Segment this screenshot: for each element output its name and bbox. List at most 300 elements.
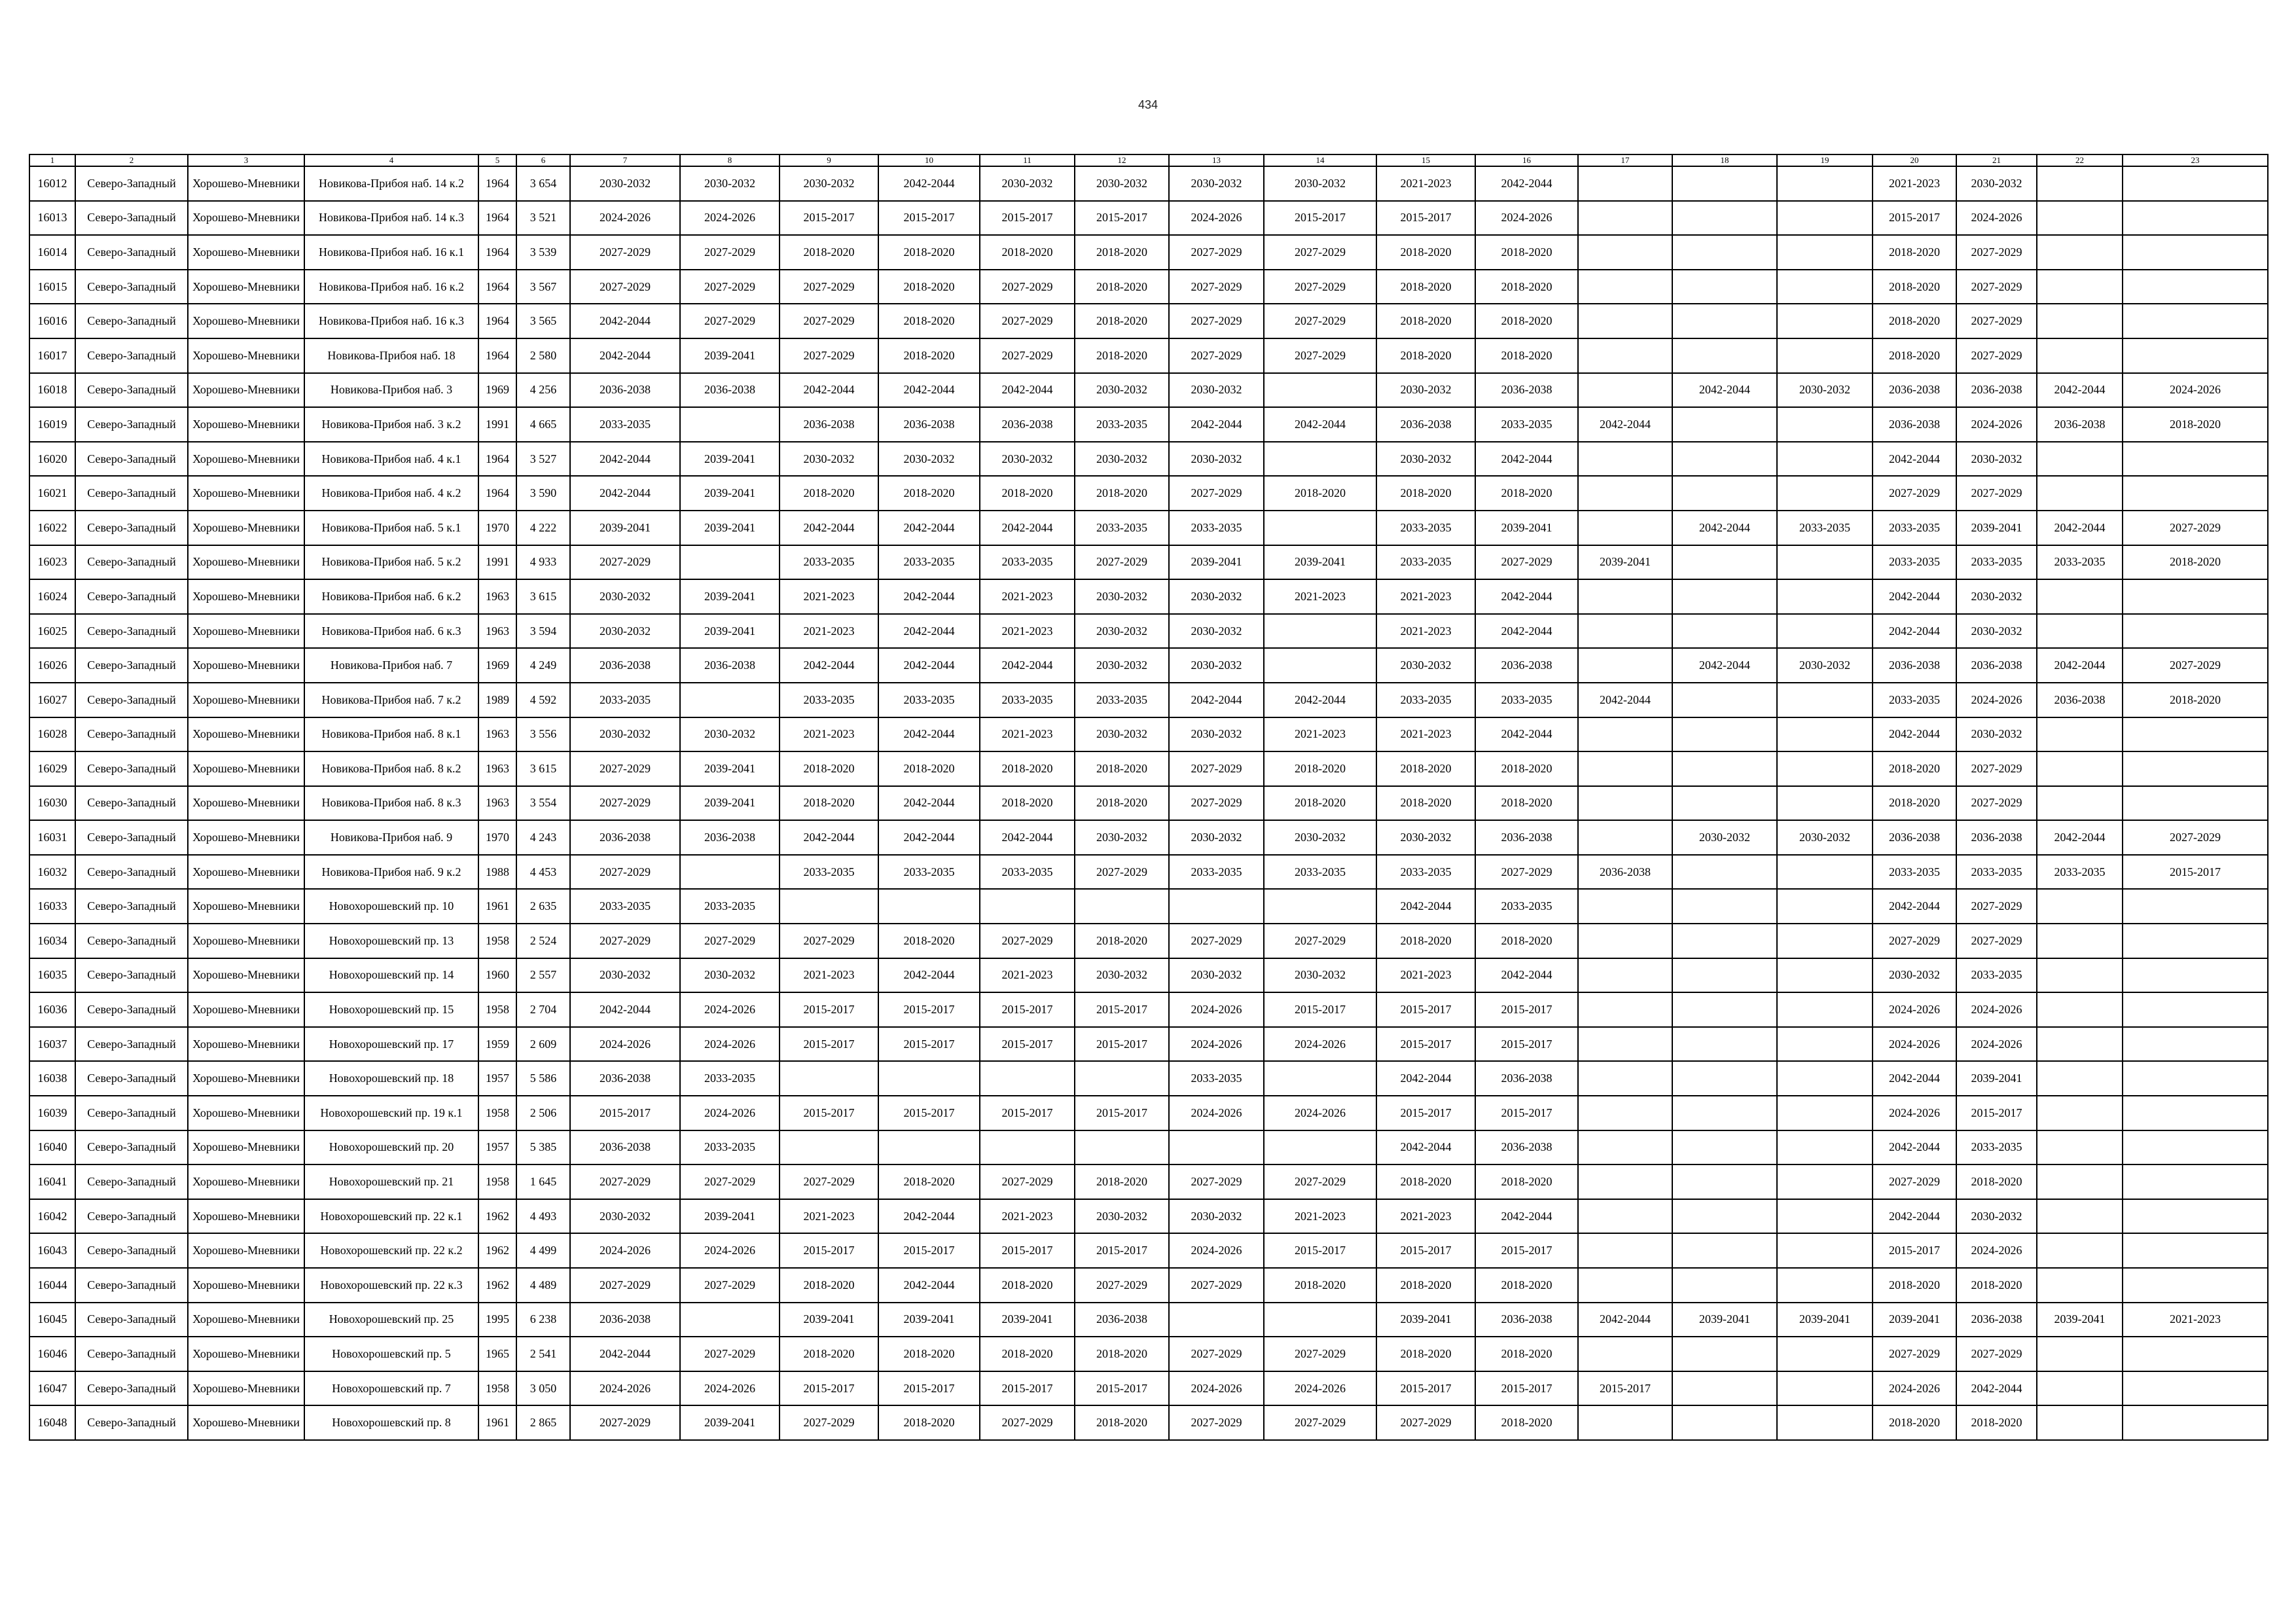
- column-header: 18: [1672, 154, 1777, 166]
- table-cell: 2018-2020: [1376, 1337, 1475, 1371]
- table-cell: 2030-2032: [1777, 373, 1873, 408]
- table-cell: 2033-2035: [570, 683, 680, 717]
- table-cell: 16024: [29, 579, 75, 614]
- table-cell: 2015-2017: [1475, 1027, 1578, 1062]
- table-cell: 2 704: [516, 992, 570, 1027]
- table-cell: 2042-2044: [2037, 648, 2123, 683]
- table-cell: 1991: [478, 545, 516, 580]
- table-cell: 2027-2029: [570, 786, 680, 821]
- table-cell: 2018-2020: [1075, 338, 1169, 373]
- table-cell: 2042-2044: [878, 511, 980, 545]
- table-cell: 2027-2029: [1169, 1164, 1264, 1199]
- table-cell: 16018: [29, 373, 75, 408]
- table-row: [29, 648, 2268, 683]
- table-cell: 2033-2035: [980, 545, 1075, 580]
- table-row: [29, 545, 2268, 580]
- table-cell: 1963: [478, 614, 516, 649]
- column-header: 22: [2037, 154, 2123, 166]
- table-cell: [1777, 235, 1873, 270]
- table-cell: Новикова-Прибоя наб. 8 к.1: [304, 717, 478, 752]
- table-cell: 2042-2044: [1376, 1130, 1475, 1165]
- table-cell: [2037, 1337, 2123, 1371]
- table-cell: 2030-2032: [1956, 442, 2037, 477]
- table-cell: 2030-2032: [1169, 648, 1264, 683]
- table-cell: 2015-2017: [1376, 992, 1475, 1027]
- table-cell: 4 592: [516, 683, 570, 717]
- table-cell: 1958: [478, 924, 516, 958]
- table-cell: [1578, 1027, 1672, 1062]
- table-cell: 1962: [478, 1233, 516, 1268]
- table-cell: 2018-2020: [980, 786, 1075, 821]
- table-cell: 2 865: [516, 1405, 570, 1440]
- table-cell: [1672, 545, 1777, 580]
- table-cell: 2018-2020: [1873, 751, 1956, 786]
- table-cell: 2024-2026: [1873, 1371, 1956, 1406]
- column-header: 12: [1075, 154, 1169, 166]
- table-cell: 2015-2017: [980, 1233, 1075, 1268]
- table-cell: Северо-Западный: [75, 1268, 188, 1303]
- table-cell: [2037, 1405, 2123, 1440]
- table-cell: 2030-2032: [1376, 442, 1475, 477]
- table-cell: 16047: [29, 1371, 75, 1406]
- table-cell: 2015-2017: [1873, 1233, 1956, 1268]
- table-cell: 2036-2038: [2037, 407, 2123, 442]
- table-cell: Северо-Западный: [75, 648, 188, 683]
- table-cell: 2042-2044: [878, 717, 980, 752]
- table-cell: 2015-2017: [780, 1371, 878, 1406]
- table-cell: [1672, 958, 1777, 993]
- table-cell: [2037, 1096, 2123, 1130]
- table-cell: 2042-2044: [980, 820, 1075, 855]
- table-cell: 2030-2032: [1956, 579, 2037, 614]
- table-cell: 2036-2038: [1475, 820, 1578, 855]
- table-cell: 2018-2020: [1475, 1268, 1578, 1303]
- table-cell: 2018-2020: [1475, 235, 1578, 270]
- table-cell: 2015-2017: [1376, 1233, 1475, 1268]
- table-cell: 2027-2029: [1264, 924, 1376, 958]
- table-cell: [2037, 476, 2123, 511]
- table-cell: 16032: [29, 855, 75, 890]
- table-cell: 2030-2032: [1075, 958, 1169, 993]
- table-cell: 2042-2044: [980, 511, 1075, 545]
- table-cell: 2042-2044: [1376, 1061, 1475, 1096]
- table-cell: 2030-2032: [1169, 373, 1264, 408]
- table-cell: 2027-2029: [570, 751, 680, 786]
- table-cell: 2033-2035: [1475, 889, 1578, 924]
- table-cell: 2042-2044: [1475, 442, 1578, 477]
- table-row: [29, 924, 2268, 958]
- table-cell: 6 238: [516, 1303, 570, 1337]
- table-cell: [1672, 1233, 1777, 1268]
- table-cell: 2015-2017: [1873, 201, 1956, 236]
- table-cell: Хорошево-Мневники: [188, 614, 304, 649]
- table-cell: [1578, 579, 1672, 614]
- table-cell: [1672, 407, 1777, 442]
- table-cell: [1578, 1199, 1672, 1234]
- table-cell: Новикова-Прибоя наб. 3: [304, 373, 478, 408]
- table-cell: [2123, 579, 2268, 614]
- table-cell: 2015-2017: [570, 1096, 680, 1130]
- table-cell: [1777, 924, 1873, 958]
- table-cell: [1672, 924, 1777, 958]
- table-cell: 2015-2017: [1956, 1096, 2037, 1130]
- table-cell: 2018-2020: [1873, 304, 1956, 338]
- table-cell: Новикова-Прибоя наб. 5 к.1: [304, 511, 478, 545]
- table-cell: 2018-2020: [878, 1337, 980, 1371]
- table-cell: [1578, 201, 1672, 236]
- table-cell: 16027: [29, 683, 75, 717]
- table-cell: 2036-2038: [980, 407, 1075, 442]
- table-cell: Северо-Западный: [75, 1337, 188, 1371]
- table-cell: 2042-2044: [1672, 373, 1777, 408]
- table-cell: [2123, 614, 2268, 649]
- table-cell: 2042-2044: [1672, 511, 1777, 545]
- table-cell: 2033-2035: [878, 545, 980, 580]
- table-row: [29, 1405, 2268, 1440]
- table-cell: 1965: [478, 1337, 516, 1371]
- table-cell: 4 453: [516, 855, 570, 890]
- table-cell: 2027-2029: [570, 235, 680, 270]
- table-cell: [1578, 1337, 1672, 1371]
- table-cell: 16046: [29, 1337, 75, 1371]
- table-cell: 2018-2020: [980, 1268, 1075, 1303]
- table-cell: 2027-2029: [980, 270, 1075, 304]
- table-cell: [1777, 338, 1873, 373]
- table-cell: Северо-Западный: [75, 924, 188, 958]
- table-cell: 2033-2035: [1169, 855, 1264, 890]
- column-header: 17: [1578, 154, 1672, 166]
- table-cell: 2027-2029: [1956, 1337, 2037, 1371]
- table-cell: [1578, 820, 1672, 855]
- table-cell: 2039-2041: [1956, 1061, 2037, 1096]
- table-cell: 2024-2026: [1169, 1096, 1264, 1130]
- table-cell: 2021-2023: [2123, 1303, 2268, 1337]
- table-cell: Новохорошевский пр. 14: [304, 958, 478, 993]
- table-cell: 2042-2044: [780, 373, 878, 408]
- table-cell: 2024-2026: [2123, 373, 2268, 408]
- table-cell: 2015-2017: [1075, 1027, 1169, 1062]
- table-cell: 16014: [29, 235, 75, 270]
- table-cell: 2018-2020: [878, 304, 980, 338]
- table-cell: [1672, 1337, 1777, 1371]
- table-cell: 2030-2032: [1075, 373, 1169, 408]
- table-cell: Хорошево-Мневники: [188, 958, 304, 993]
- table-cell: 16015: [29, 270, 75, 304]
- table-cell: 2018-2020: [1376, 751, 1475, 786]
- table-cell: [2037, 1164, 2123, 1199]
- table-cell: [1578, 1405, 1672, 1440]
- table-cell: 2039-2041: [1264, 545, 1376, 580]
- table-cell: 2030-2032: [1075, 614, 1169, 649]
- table-cell: 4 243: [516, 820, 570, 855]
- table-cell: 2033-2035: [570, 407, 680, 442]
- table-cell: [1075, 1130, 1169, 1165]
- table-cell: 2039-2041: [878, 1303, 980, 1337]
- table-cell: 2018-2020: [1475, 304, 1578, 338]
- table-cell: 16037: [29, 1027, 75, 1062]
- table-cell: 2018-2020: [1956, 1164, 2037, 1199]
- table-cell: 2030-2032: [1075, 579, 1169, 614]
- table-cell: [2123, 1371, 2268, 1406]
- table-cell: 2015-2017: [1475, 992, 1578, 1027]
- table-cell: [680, 683, 780, 717]
- table-cell: 2033-2035: [1956, 958, 2037, 993]
- table-cell: 2033-2035: [1956, 1130, 2037, 1165]
- table-cell: Новикова-Прибоя наб. 16 к.3: [304, 304, 478, 338]
- table-cell: 2027-2029: [1075, 545, 1169, 580]
- table-cell: 2021-2023: [1376, 717, 1475, 752]
- table-cell: 2018-2020: [1264, 751, 1376, 786]
- column-header: 23: [2123, 154, 2268, 166]
- table-cell: [1578, 889, 1672, 924]
- table-cell: Северо-Западный: [75, 1061, 188, 1096]
- table-cell: 2036-2038: [1956, 373, 2037, 408]
- table-cell: 2018-2020: [1075, 924, 1169, 958]
- table-cell: 16025: [29, 614, 75, 649]
- table-cell: [2123, 1130, 2268, 1165]
- table-cell: 4 256: [516, 373, 570, 408]
- table-cell: [1777, 304, 1873, 338]
- table-cell: Хорошево-Мневники: [188, 1268, 304, 1303]
- table-row: [29, 1233, 2268, 1268]
- table-cell: 1957: [478, 1130, 516, 1165]
- table-cell: 2027-2029: [2123, 820, 2268, 855]
- table-cell: Северо-Западный: [75, 338, 188, 373]
- table-cell: [1578, 1164, 1672, 1199]
- table-cell: 2021-2023: [980, 1199, 1075, 1234]
- table-cell: 2030-2032: [680, 166, 780, 201]
- table-cell: 2021-2023: [980, 717, 1075, 752]
- table-cell: 16029: [29, 751, 75, 786]
- column-header: 8: [680, 154, 780, 166]
- table-cell: Хорошево-Мневники: [188, 166, 304, 201]
- table-cell: 2030-2032: [1169, 1199, 1264, 1234]
- table-row: [29, 992, 2268, 1027]
- table-cell: 2042-2044: [2037, 511, 2123, 545]
- table-cell: [1777, 201, 1873, 236]
- table-cell: 1958: [478, 1164, 516, 1199]
- table-cell: 2042-2044: [1672, 648, 1777, 683]
- table-cell: 2021-2023: [1873, 166, 1956, 201]
- table-cell: 2027-2029: [570, 545, 680, 580]
- table-cell: 2018-2020: [980, 1337, 1075, 1371]
- table-cell: 2030-2032: [570, 958, 680, 993]
- table-cell: Новикова-Прибоя наб. 16 к.1: [304, 235, 478, 270]
- table-row: [29, 855, 2268, 890]
- table-cell: Хорошево-Мневники: [188, 1199, 304, 1234]
- table-cell: 2036-2038: [1956, 648, 2037, 683]
- table-cell: 2042-2044: [570, 1337, 680, 1371]
- table-cell: [1264, 614, 1376, 649]
- table-cell: Новикова-Прибоя наб. 8 к.2: [304, 751, 478, 786]
- table-cell: [2123, 235, 2268, 270]
- table-cell: 2015-2017: [980, 992, 1075, 1027]
- table-cell: [1672, 304, 1777, 338]
- table-cell: 1964: [478, 166, 516, 201]
- table-cell: 3 567: [516, 270, 570, 304]
- table-cell: 2015-2017: [878, 1371, 980, 1406]
- capital-repair-schedule-table: [29, 154, 2269, 1441]
- table-cell: 2039-2041: [680, 1199, 780, 1234]
- table-cell: 2042-2044: [1475, 579, 1578, 614]
- table-cell: 2036-2038: [1873, 820, 1956, 855]
- table-cell: [2037, 751, 2123, 786]
- table-cell: [1672, 201, 1777, 236]
- table-cell: Северо-Западный: [75, 270, 188, 304]
- table-cell: 16028: [29, 717, 75, 752]
- table-cell: [1672, 1130, 1777, 1165]
- table-cell: 2030-2032: [1075, 820, 1169, 855]
- table-cell: [2037, 338, 2123, 373]
- table-cell: 2027-2029: [1873, 1164, 1956, 1199]
- table-cell: 2030-2032: [1376, 820, 1475, 855]
- table-cell: 2033-2035: [1873, 545, 1956, 580]
- table-cell: 2018-2020: [980, 751, 1075, 786]
- table-cell: Северо-Западный: [75, 717, 188, 752]
- table-cell: [1578, 235, 1672, 270]
- table-cell: 2018-2020: [1376, 235, 1475, 270]
- table-cell: [2123, 1199, 2268, 1234]
- table-cell: 2027-2029: [1075, 855, 1169, 890]
- table-cell: 2021-2023: [1376, 614, 1475, 649]
- table-row: [29, 270, 2268, 304]
- table-cell: [1672, 717, 1777, 752]
- table-cell: 2039-2041: [680, 338, 780, 373]
- table-cell: Северо-Западный: [75, 958, 188, 993]
- table-cell: 2027-2029: [570, 270, 680, 304]
- table-cell: 2021-2023: [780, 614, 878, 649]
- table-cell: 2030-2032: [980, 166, 1075, 201]
- table-cell: [2123, 476, 2268, 511]
- table-cell: 2024-2026: [1169, 1371, 1264, 1406]
- table-cell: 3 615: [516, 751, 570, 786]
- table-cell: [2123, 958, 2268, 993]
- table-cell: 2027-2029: [780, 924, 878, 958]
- table-cell: [680, 1303, 780, 1337]
- table-cell: 2027-2029: [1169, 924, 1264, 958]
- table-cell: 1 645: [516, 1164, 570, 1199]
- table-cell: 2039-2041: [1376, 1303, 1475, 1337]
- table-cell: 2027-2029: [1264, 1405, 1376, 1440]
- table-cell: Северо-Западный: [75, 235, 188, 270]
- table-cell: 2018-2020: [878, 924, 980, 958]
- table-cell: 2039-2041: [1873, 1303, 1956, 1337]
- table-cell: Новохорошевский пр. 15: [304, 992, 478, 1027]
- table-cell: 2027-2029: [1264, 270, 1376, 304]
- table-cell: [1578, 1268, 1672, 1303]
- table-cell: 2027-2029: [1264, 304, 1376, 338]
- table-cell: Новикова-Прибоя наб. 9 к.2: [304, 855, 478, 890]
- table-cell: [1672, 992, 1777, 1027]
- table-cell: 2042-2044: [570, 442, 680, 477]
- table-cell: 2039-2041: [980, 1303, 1075, 1337]
- table-cell: 5 385: [516, 1130, 570, 1165]
- table-cell: 1962: [478, 1268, 516, 1303]
- table-cell: [2037, 786, 2123, 821]
- table-cell: Новохорошевский пр. 8: [304, 1405, 478, 1440]
- table-cell: 2027-2029: [2123, 511, 2268, 545]
- table-cell: 2039-2041: [1672, 1303, 1777, 1337]
- table-cell: Хорошево-Мневники: [188, 579, 304, 614]
- table-cell: 1970: [478, 820, 516, 855]
- table-cell: 2015-2017: [878, 201, 980, 236]
- table-row: [29, 751, 2268, 786]
- table-cell: [1578, 166, 1672, 201]
- table-cell: 2018-2020: [1873, 338, 1956, 373]
- table-cell: 2030-2032: [1376, 648, 1475, 683]
- table-cell: 2042-2044: [1475, 717, 1578, 752]
- table-cell: 16034: [29, 924, 75, 958]
- table-cell: 1963: [478, 751, 516, 786]
- table-row: [29, 614, 2268, 649]
- table-cell: 2021-2023: [1264, 717, 1376, 752]
- table-cell: Хорошево-Мневники: [188, 648, 304, 683]
- table-cell: 2027-2029: [2123, 648, 2268, 683]
- table-cell: 16036: [29, 992, 75, 1027]
- table-cell: 2015-2017: [1475, 1371, 1578, 1406]
- table-cell: 2015-2017: [780, 1027, 878, 1062]
- table-cell: 2024-2026: [570, 1027, 680, 1062]
- table-cell: [2037, 579, 2123, 614]
- table-cell: 4 665: [516, 407, 570, 442]
- table-cell: [1672, 235, 1777, 270]
- table-cell: 2042-2044: [1873, 889, 1956, 924]
- table-cell: 2015-2017: [980, 201, 1075, 236]
- table-cell: 2018-2020: [1956, 1405, 2037, 1440]
- table-cell: 2033-2035: [1075, 683, 1169, 717]
- table-cell: 2042-2044: [878, 958, 980, 993]
- table-cell: Хорошево-Мневники: [188, 924, 304, 958]
- column-header: 4: [304, 154, 478, 166]
- table-cell: 2027-2029: [780, 304, 878, 338]
- table-cell: 2018-2020: [1075, 270, 1169, 304]
- table-cell: 2033-2035: [680, 1061, 780, 1096]
- table-cell: 2 609: [516, 1027, 570, 1062]
- column-header: 5: [478, 154, 516, 166]
- table-cell: 2027-2029: [1873, 924, 1956, 958]
- table-body: [29, 166, 2268, 1440]
- table-cell: 2015-2017: [1075, 1096, 1169, 1130]
- table-cell: 16035: [29, 958, 75, 993]
- table-cell: 2042-2044: [1264, 683, 1376, 717]
- table-cell: [1777, 1199, 1873, 1234]
- table-cell: 2036-2038: [570, 1130, 680, 1165]
- table-cell: 1958: [478, 1371, 516, 1406]
- table-cell: Новохорошевский пр. 21: [304, 1164, 478, 1199]
- table-cell: 2030-2032: [1169, 442, 1264, 477]
- table-cell: 2042-2044: [570, 338, 680, 373]
- table-cell: Хорошево-Мневники: [188, 304, 304, 338]
- table-cell: Хорошево-Мневники: [188, 373, 304, 408]
- table-cell: 2042-2044: [980, 648, 1075, 683]
- table-cell: 1964: [478, 442, 516, 477]
- table-cell: Северо-Западный: [75, 545, 188, 580]
- table-cell: [2123, 1096, 2268, 1130]
- table-cell: Северо-Западный: [75, 476, 188, 511]
- table-cell: 16012: [29, 166, 75, 201]
- table-cell: Хорошево-Мневники: [188, 442, 304, 477]
- table-cell: 16041: [29, 1164, 75, 1199]
- column-header: 9: [780, 154, 878, 166]
- table-cell: 2018-2020: [780, 786, 878, 821]
- table-cell: 1958: [478, 992, 516, 1027]
- table-cell: 2018-2020: [2123, 407, 2268, 442]
- table-cell: [1777, 683, 1873, 717]
- table-cell: 2030-2032: [878, 442, 980, 477]
- table-cell: [1264, 889, 1376, 924]
- table-cell: [1578, 338, 1672, 373]
- table-cell: 2039-2041: [680, 614, 780, 649]
